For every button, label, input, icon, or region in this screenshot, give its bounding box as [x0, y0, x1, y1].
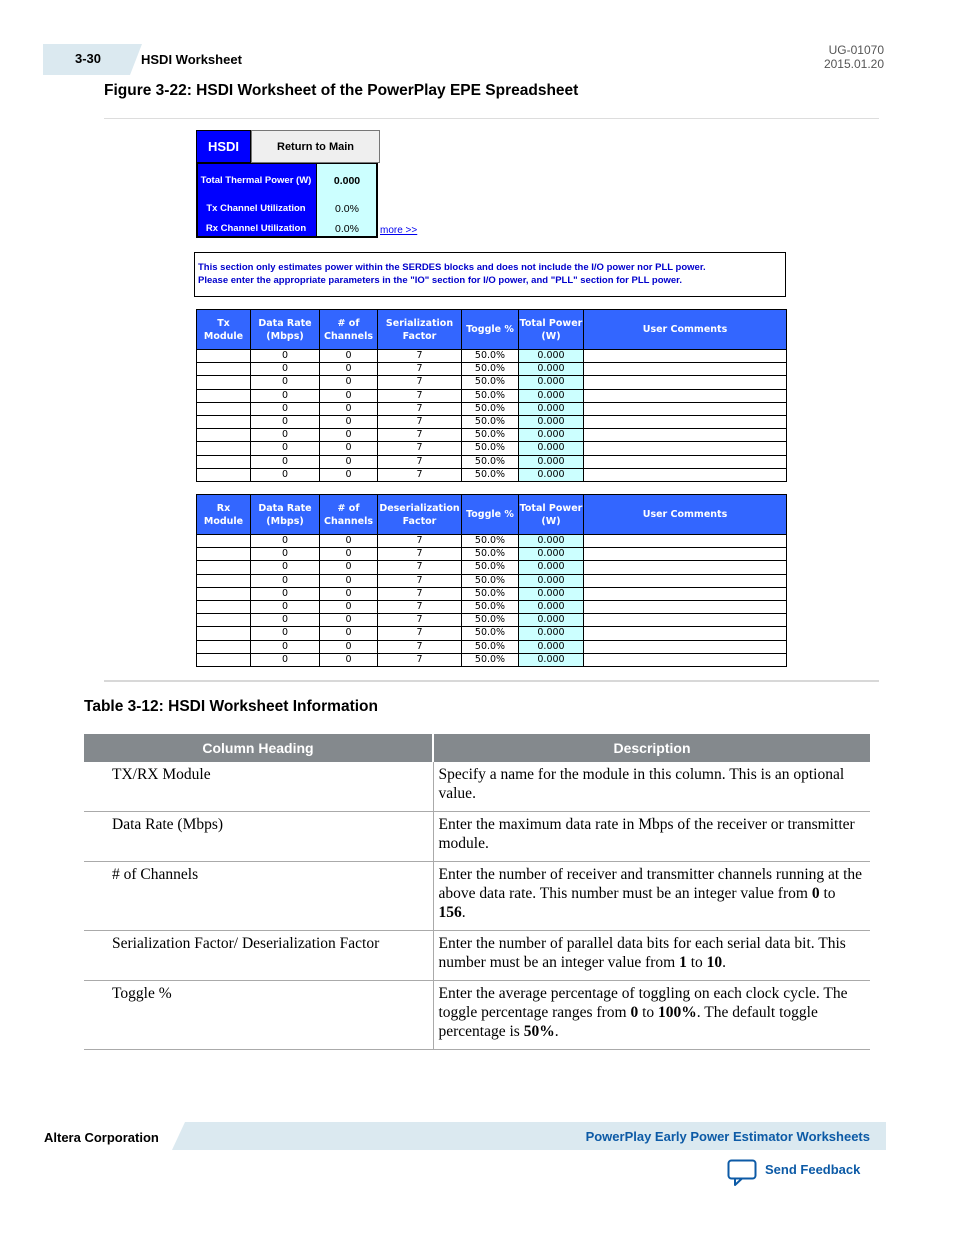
tx-cell-channels[interactable]: 0	[320, 402, 378, 415]
rx-cell-factor[interactable]: 7	[378, 653, 462, 666]
section-title: HSDI Worksheet	[141, 52, 242, 67]
rx-cell-toggle[interactable]: 50.0%	[462, 600, 519, 613]
tx-module-table	[196, 309, 787, 482]
tx-cell-comments[interactable]	[584, 363, 787, 376]
tx-cell-comments[interactable]	[584, 389, 787, 402]
rx-cell-toggle[interactable]: 50.0%	[462, 587, 519, 600]
rx-cell-module[interactable]	[197, 614, 251, 627]
tx-cell-power[interactable]: 0.000	[519, 429, 584, 442]
column-heading-header: Column Heading	[84, 734, 433, 762]
tx-cell-comments[interactable]	[584, 376, 787, 389]
tx-cell-comments[interactable]	[584, 402, 787, 415]
rx-cell-data-rate[interactable]: 0	[251, 587, 320, 600]
rx-cell-toggle[interactable]: 50.0%	[462, 653, 519, 666]
rx-cell-toggle[interactable]: 50.0%	[462, 614, 519, 627]
tx-cell-toggle[interactable]: 50.0%	[462, 415, 519, 428]
tx-table-row	[197, 376, 787, 389]
tx-cell-factor[interactable]: 7	[378, 415, 462, 428]
rx-table-row	[197, 614, 787, 627]
rx-cell-toggle[interactable]: 50.0%	[462, 640, 519, 653]
tx-cell-toggle[interactable]: 50.0%	[462, 468, 519, 481]
tx-cell-factor[interactable]: 7	[378, 442, 462, 455]
tx-column-header: User Comments	[584, 310, 787, 350]
tx-cell-channels[interactable]: 0	[320, 442, 378, 455]
tx-cell-power[interactable]: 0.000	[519, 376, 584, 389]
tx-cell-factor[interactable]: 7	[378, 455, 462, 468]
tx-cell-toggle[interactable]: 50.0%	[462, 429, 519, 442]
table-title: Table 3-12: HSDI Worksheet Information	[84, 698, 378, 715]
tx-column-header: Serialization Factor	[378, 310, 462, 350]
tx-cell-data-rate[interactable]: 0	[251, 442, 320, 455]
rx-cell-power[interactable]: 0.000	[519, 548, 584, 561]
rx-cell-factor[interactable]: 7	[378, 574, 462, 587]
rx-cell-module[interactable]	[197, 574, 251, 587]
rx-cell-toggle[interactable]: 50.0%	[462, 627, 519, 640]
tx-cell-factor[interactable]: 7	[378, 468, 462, 481]
rx-table-row	[197, 548, 787, 561]
rx-cell-factor[interactable]: 7	[378, 535, 462, 548]
summary-value-rx-utilization: 0.0%	[317, 219, 378, 238]
tx-cell-power[interactable]: 0.000	[519, 442, 584, 455]
rx-cell-factor[interactable]: 7	[378, 548, 462, 561]
tx-cell-factor[interactable]: 7	[378, 376, 462, 389]
column-heading-cell: Toggle %	[84, 981, 433, 1050]
tx-column-header: Tx Module	[197, 310, 251, 350]
company-name: Altera Corporation	[44, 1130, 159, 1145]
tx-cell-module[interactable]	[197, 363, 251, 376]
summary-label-rx-utilization: Rx Channel Utilization	[196, 219, 317, 238]
tx-cell-factor[interactable]: 7	[378, 350, 462, 363]
tx-cell-comments[interactable]	[584, 468, 787, 481]
rx-cell-comments[interactable]	[584, 640, 787, 653]
rx-cell-data-rate[interactable]: 0	[251, 548, 320, 561]
tx-table-row	[197, 363, 787, 376]
description-cell: Enter the number of parallel data bits for each serial data bit. This number must be an integer value from 1 to 10.	[433, 931, 870, 981]
rx-cell-data-rate[interactable]: 0	[251, 535, 320, 548]
tx-cell-comments[interactable]	[584, 455, 787, 468]
summary-value-total-power: 0.000	[317, 163, 378, 199]
rx-table-row	[197, 574, 787, 587]
rx-table-row	[197, 640, 787, 653]
tx-cell-module[interactable]	[197, 442, 251, 455]
rx-module-table	[196, 494, 787, 667]
tx-cell-channels[interactable]: 0	[320, 468, 378, 481]
rx-cell-power[interactable]: 0.000	[519, 535, 584, 548]
column-heading-cell: TX/RX Module	[84, 762, 433, 812]
tx-cell-module[interactable]	[197, 455, 251, 468]
info-table-row	[84, 931, 870, 981]
rx-cell-module[interactable]	[197, 587, 251, 600]
rx-cell-channels[interactable]: 0	[320, 600, 378, 613]
tx-table-row	[197, 429, 787, 442]
description-cell: Enter the average percentage of toggling on each clock cycle. The toggle percentage ranges from 0 to 100%. The default toggle percentage is 50%.	[433, 981, 870, 1050]
rx-cell-comments[interactable]	[584, 535, 787, 548]
tx-column-header: # of Channels	[320, 310, 378, 350]
rx-cell-module[interactable]	[197, 640, 251, 653]
rx-table-row	[197, 561, 787, 574]
rx-cell-channels[interactable]: 0	[320, 548, 378, 561]
tx-cell-toggle[interactable]: 50.0%	[462, 402, 519, 415]
summary-label-tx-utilization: Tx Channel Utilization	[196, 199, 317, 219]
page-number: 3-30	[75, 51, 102, 66]
rx-cell-toggle[interactable]: 50.0%	[462, 574, 519, 587]
rx-cell-comments[interactable]	[584, 600, 787, 613]
info-table-header	[84, 734, 870, 762]
rx-cell-channels[interactable]: 0	[320, 627, 378, 640]
figure-title: Figure 3-22: HSDI Worksheet of the PowerPlay EPE Spreadsheet	[104, 82, 579, 99]
tx-cell-power[interactable]: 0.000	[519, 415, 584, 428]
tx-cell-power[interactable]: 0.000	[519, 455, 584, 468]
rx-cell-comments[interactable]	[584, 614, 787, 627]
tx-cell-module[interactable]	[197, 376, 251, 389]
rx-cell-module[interactable]	[197, 535, 251, 548]
rx-cell-data-rate[interactable]: 0	[251, 627, 320, 640]
tx-cell-comments[interactable]	[584, 350, 787, 363]
rx-cell-factor[interactable]: 7	[378, 561, 462, 574]
tx-table-row	[197, 468, 787, 481]
notice-line: Please enter the appropriate parameters in the "IO" section for I/O power, and "PLL" section for PLL power.	[198, 275, 682, 286]
rx-cell-module[interactable]	[197, 548, 251, 561]
rx-column-header: Rx Module	[197, 495, 251, 535]
tx-cell-module[interactable]	[197, 350, 251, 363]
tx-table-row	[197, 415, 787, 428]
tx-cell-toggle[interactable]: 50.0%	[462, 389, 519, 402]
tx-cell-data-rate[interactable]: 0	[251, 350, 320, 363]
info-table	[84, 734, 870, 1050]
rx-column-header: Data Rate (Mbps)	[251, 495, 320, 535]
description-cell: Specify a name for the module in this column. This is an optional value.	[433, 762, 870, 812]
doc-date: 2015.01.20	[823, 57, 884, 71]
notice-line: This section only estimates power within the SERDES blocks and does not include the I/O power nor PLL power.	[198, 262, 706, 273]
tx-cell-toggle[interactable]: 50.0%	[462, 442, 519, 455]
tx-cell-toggle[interactable]: 50.0%	[462, 376, 519, 389]
rx-column-header: # of Channels	[320, 495, 378, 535]
rx-column-header: Toggle %	[462, 495, 519, 535]
tx-table-row	[197, 350, 787, 363]
tx-table-row	[197, 389, 787, 402]
rx-cell-channels[interactable]: 0	[320, 587, 378, 600]
tx-table-row	[197, 402, 787, 415]
doc-info	[824, 43, 884, 71]
rx-cell-comments[interactable]	[584, 587, 787, 600]
rx-cell-power[interactable]: 0.000	[519, 614, 584, 627]
rx-cell-factor[interactable]: 7	[378, 640, 462, 653]
tx-cell-factor[interactable]: 7	[378, 363, 462, 376]
more-link[interactable]: more >>	[380, 225, 418, 236]
rx-cell-module[interactable]	[197, 600, 251, 613]
rx-cell-factor[interactable]: 7	[378, 627, 462, 640]
rx-cell-data-rate[interactable]: 0	[251, 574, 320, 587]
speech-bubble-icon[interactable]	[727, 1159, 757, 1187]
tx-cell-factor[interactable]: 7	[378, 402, 462, 415]
rx-cell-comments[interactable]	[584, 574, 787, 587]
tx-cell-channels[interactable]: 0	[320, 429, 378, 442]
tx-table-row	[197, 442, 787, 455]
tx-cell-module[interactable]	[197, 429, 251, 442]
footer-doc-title[interactable]: PowerPlay Early Power Estimator Worksheets	[585, 1129, 870, 1144]
info-table-row	[84, 981, 870, 1050]
send-feedback-link[interactable]: Send Feedback	[765, 1162, 861, 1177]
figure-bottom-rule	[104, 680, 879, 682]
rx-cell-comments[interactable]	[584, 561, 787, 574]
tx-cell-comments[interactable]	[584, 442, 787, 455]
rx-cell-comments[interactable]	[584, 653, 787, 666]
tx-cell-data-rate[interactable]: 0	[251, 455, 320, 468]
tx-cell-channels[interactable]: 0	[320, 389, 378, 402]
rx-table-row	[197, 627, 787, 640]
tx-cell-power[interactable]: 0.000	[519, 350, 584, 363]
info-table-row	[84, 862, 870, 931]
rx-cell-comments[interactable]	[584, 548, 787, 561]
rx-cell-power[interactable]: 0.000	[519, 561, 584, 574]
rx-cell-module[interactable]	[197, 653, 251, 666]
rx-column-header: Total Power (W)	[519, 495, 584, 535]
rx-cell-factor[interactable]: 7	[378, 614, 462, 627]
tx-cell-data-rate[interactable]: 0	[251, 389, 320, 402]
rx-cell-power[interactable]: 0.000	[519, 627, 584, 640]
info-table-row	[84, 762, 870, 812]
tx-cell-channels[interactable]: 0	[320, 363, 378, 376]
tx-cell-channels[interactable]: 0	[320, 455, 378, 468]
rx-cell-factor[interactable]: 7	[378, 587, 462, 600]
tx-cell-channels[interactable]: 0	[320, 415, 378, 428]
tx-cell-factor[interactable]: 7	[378, 389, 462, 402]
summary-label-total-power: Total Thermal Power (W)	[196, 163, 317, 199]
rx-cell-power[interactable]: 0.000	[519, 587, 584, 600]
tx-cell-module[interactable]	[197, 402, 251, 415]
rx-cell-data-rate[interactable]: 0	[251, 640, 320, 653]
tx-cell-module[interactable]	[197, 389, 251, 402]
rx-cell-data-rate[interactable]: 0	[251, 561, 320, 574]
sheet-tab-label: HSDI	[196, 130, 251, 163]
rx-cell-module[interactable]	[197, 627, 251, 640]
tx-column-header: Data Rate (Mbps)	[251, 310, 320, 350]
tx-cell-data-rate[interactable]: 0	[251, 402, 320, 415]
tx-column-header: Total Power (W)	[519, 310, 584, 350]
summary-value-tx-utilization: 0.0%	[317, 199, 378, 219]
tx-table-row	[197, 455, 787, 468]
notice-box	[194, 252, 786, 297]
column-heading-cell: Serialization Factor/ Deserialization Factor	[84, 931, 433, 981]
tx-column-header: Toggle %	[462, 310, 519, 350]
rx-cell-data-rate[interactable]: 0	[251, 600, 320, 613]
rx-cell-power[interactable]: 0.000	[519, 653, 584, 666]
tx-cell-factor[interactable]: 7	[378, 429, 462, 442]
rx-table-row	[197, 587, 787, 600]
rx-table-row	[197, 600, 787, 613]
rx-cell-channels[interactable]: 0	[320, 653, 378, 666]
tx-cell-power[interactable]: 0.000	[519, 363, 584, 376]
figure-top-rule	[104, 118, 879, 119]
rx-cell-channels[interactable]: 0	[320, 614, 378, 627]
tx-cell-channels[interactable]: 0	[320, 376, 378, 389]
tx-cell-power[interactable]: 0.000	[519, 402, 584, 415]
summary-frame	[196, 163, 378, 238]
rx-cell-channels[interactable]: 0	[320, 561, 378, 574]
rx-cell-power[interactable]: 0.000	[519, 574, 584, 587]
tx-cell-module[interactable]	[197, 468, 251, 481]
rx-cell-data-rate[interactable]: 0	[251, 653, 320, 666]
return-to-main-button[interactable]: Return to Main	[251, 130, 380, 163]
tx-cell-toggle[interactable]: 50.0%	[462, 455, 519, 468]
tx-cell-data-rate[interactable]: 0	[251, 376, 320, 389]
rx-cell-toggle[interactable]: 50.0%	[462, 561, 519, 574]
tx-cell-module[interactable]	[197, 415, 251, 428]
doc-id: UG-01070	[828, 43, 884, 57]
info-table-row	[84, 812, 870, 862]
rx-cell-toggle[interactable]: 50.0%	[462, 548, 519, 561]
description-cell: Enter the maximum data rate in Mbps of the receiver or transmitter module.	[433, 812, 870, 862]
rx-cell-channels[interactable]: 0	[320, 640, 378, 653]
description-cell: Enter the number of receiver and transmitter channels running at the above data rate. This number must be an integer value from 0 to 156.	[433, 862, 870, 931]
rx-column-header: Deserialization Factor	[378, 495, 462, 535]
rx-table-row	[197, 535, 787, 548]
rx-cell-channels[interactable]: 0	[320, 535, 378, 548]
rx-column-header: User Comments	[584, 495, 787, 535]
tx-cell-power[interactable]: 0.000	[519, 389, 584, 402]
tx-cell-toggle[interactable]: 50.0%	[462, 363, 519, 376]
tx-cell-data-rate[interactable]: 0	[251, 415, 320, 428]
tx-cell-toggle[interactable]: 50.0%	[462, 350, 519, 363]
tx-cell-comments[interactable]	[584, 415, 787, 428]
rx-table-row	[197, 653, 787, 666]
tx-cell-channels[interactable]: 0	[320, 350, 378, 363]
tx-cell-power[interactable]: 0.000	[519, 468, 584, 481]
rx-cell-power[interactable]: 0.000	[519, 600, 584, 613]
tx-cell-data-rate[interactable]: 0	[251, 429, 320, 442]
rx-cell-channels[interactable]: 0	[320, 574, 378, 587]
rx-cell-data-rate[interactable]: 0	[251, 614, 320, 627]
column-heading-cell: Data Rate (Mbps)	[84, 812, 433, 862]
tx-cell-data-rate[interactable]: 0	[251, 468, 320, 481]
rx-cell-factor[interactable]: 7	[378, 600, 462, 613]
rx-cell-module[interactable]	[197, 561, 251, 574]
tx-cell-comments[interactable]	[584, 429, 787, 442]
rx-cell-toggle[interactable]: 50.0%	[462, 535, 519, 548]
tx-cell-data-rate[interactable]: 0	[251, 363, 320, 376]
column-heading-cell: # of Channels	[84, 862, 433, 931]
description-header: Description	[433, 734, 870, 762]
rx-cell-comments[interactable]	[584, 627, 787, 640]
rx-cell-power[interactable]: 0.000	[519, 640, 584, 653]
